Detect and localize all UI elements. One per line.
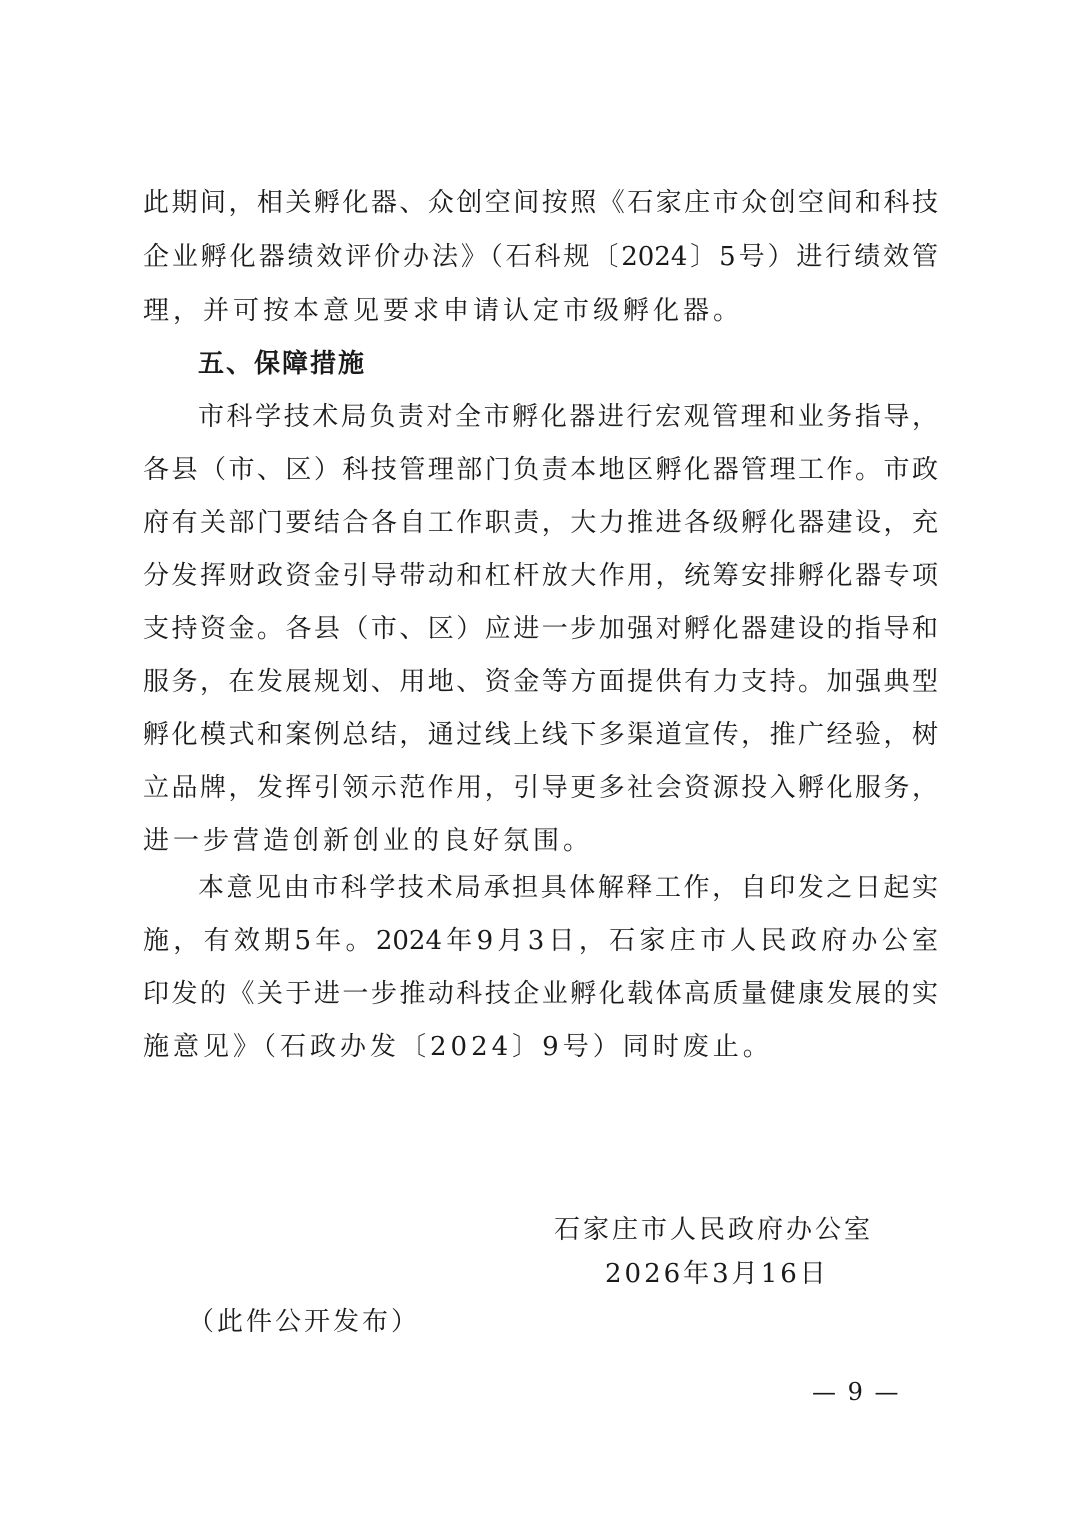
- paragraph-line: 此期间，相关孵化器、众创空间按照《石家庄市众创空间和科技: [143, 188, 938, 218]
- paragraph-line: 市科学技术局负责对全市孵化器进行宏观管理和业务指导，: [198, 402, 938, 432]
- section-heading: 五、保障措施: [198, 349, 367, 379]
- signature-org: 石家庄市人民政府办公室: [554, 1215, 874, 1245]
- paragraph-line: 企业孵化器绩效评价办法》（石科规〔2024〕5号）进行绩效管: [143, 242, 938, 272]
- paragraph-line: 施，有效期5年。2024年9月3日，石家庄市人民政府办公室: [143, 926, 938, 956]
- paragraph-line: 施意见》（石政办发〔2024〕9号）同时废止。: [143, 1032, 773, 1062]
- publication-note: （此件公开发布）: [188, 1307, 421, 1337]
- paragraph-line: 分发挥财政资金引导带动和杠杆放大作用，统筹安排孵化器专项: [143, 561, 938, 591]
- paragraph-line: 本意见由市科学技术局承担具体解释工作，自印发之日起实: [198, 873, 938, 903]
- paragraph-line: 各县（市、区）科技管理部门负责本地区孵化器管理工作。市政: [143, 455, 938, 485]
- paragraph-line: 理，并可按本意见要求申请认定市级孵化器。: [143, 296, 744, 326]
- paragraph-line: 进一步营造创新创业的良好氛围。: [143, 826, 594, 856]
- paragraph-line: 孵化模式和案例总结，通过线上线下多渠道宣传，推广经验，树: [143, 720, 938, 750]
- signature-date: 2026年3月16日: [605, 1259, 829, 1289]
- page-number: — 9 —: [812, 1378, 901, 1406]
- paragraph-line: 立品牌，发挥引领示范作用，引导更多社会资源投入孵化服务，: [143, 773, 938, 803]
- paragraph-line: 支持资金。各县（市、区）应进一步加强对孵化器建设的指导和: [143, 614, 938, 644]
- paragraph-line: 印发的《关于进一步推动科技企业孵化载体高质量健康发展的实: [143, 979, 938, 1009]
- paragraph-line: 府有关部门要结合各自工作职责，大力推进各级孵化器建设，充: [143, 508, 938, 538]
- paragraph-line: 服务，在发展规划、用地、资金等方面提供有力支持。加强典型: [143, 667, 938, 697]
